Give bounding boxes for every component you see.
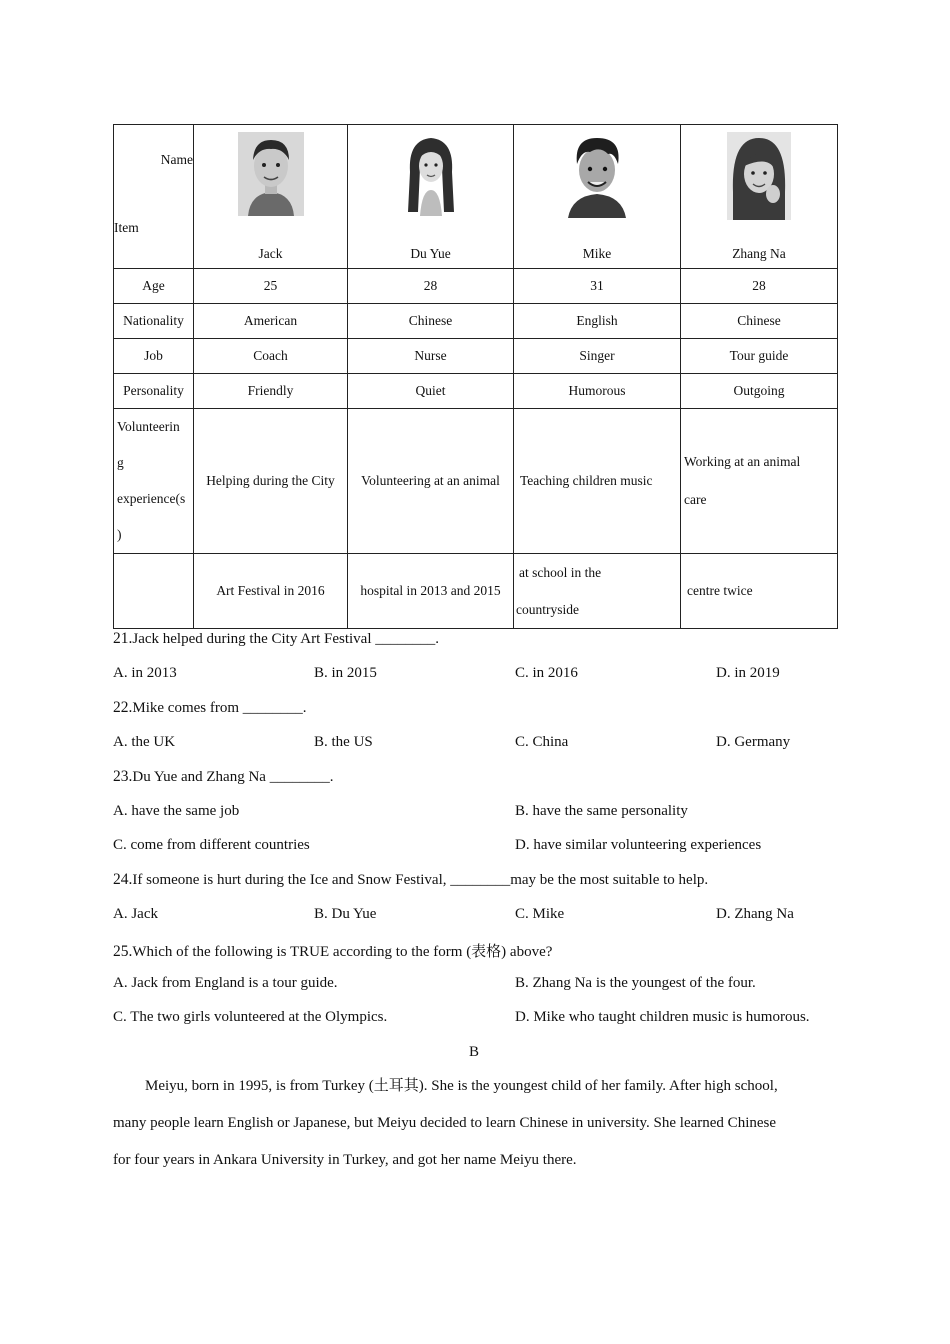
option-c[interactable]: C. The two girls volunteered at the Olympics.: [113, 1009, 388, 1025]
label-line: g: [117, 455, 124, 470]
question-number: 21.: [113, 630, 133, 647]
row-volunteering: [114, 409, 838, 554]
cell-value: Chinese: [348, 304, 514, 339]
boy-portrait-icon: [238, 132, 304, 216]
option-a[interactable]: A. the UK: [113, 734, 176, 750]
row-age: [114, 269, 838, 304]
question-number: 24.: [113, 871, 133, 888]
cell-line: Working at an animal: [684, 454, 801, 469]
row-nationality: [114, 304, 838, 339]
cell-line: at school in the: [519, 565, 602, 580]
question-stem: Which of the following is TRUE according to the form (表格) above?: [132, 944, 553, 960]
row-label: Personality: [114, 374, 194, 409]
cell-value: 31: [514, 269, 681, 304]
cell-value: American: [194, 304, 348, 339]
question-23: [113, 768, 333, 786]
cell-value: hospital in 2013 and 2015: [348, 554, 514, 629]
option-b[interactable]: B. Du Yue: [314, 906, 377, 922]
info-table: [113, 124, 838, 629]
cell-line: countryside: [516, 602, 579, 617]
option-a[interactable]: A. in 2013: [113, 665, 177, 681]
option-b[interactable]: B. the US: [314, 734, 373, 750]
man-portrait-icon: [564, 132, 630, 218]
option-c[interactable]: C. China: [515, 734, 569, 750]
person-name-mike: Mike: [582, 245, 612, 261]
cell-value: Art Festival in 2016: [194, 554, 348, 629]
person-cell-zhang-na: [681, 125, 838, 269]
cell-value: Outgoing: [681, 374, 838, 409]
option-c[interactable]: C. come from different countries: [113, 837, 310, 853]
question-25: [113, 940, 552, 961]
section-b-heading: B: [469, 1044, 480, 1060]
cell-value: 25: [194, 269, 348, 304]
question-number: 23.: [113, 768, 133, 785]
cell-value: Humorous: [514, 374, 681, 409]
option-a[interactable]: A. have the same job: [113, 803, 240, 819]
cell-value: 28: [348, 269, 514, 304]
person-name-zhang-na: Zhang Na: [732, 245, 786, 261]
question-stem: Mike comes from ________.: [132, 700, 307, 716]
cell-value-mike-volunteer: [514, 554, 681, 629]
question-number: 22.: [113, 699, 133, 716]
cell-value: Volunteering at an animal: [348, 409, 514, 554]
person-cell-jack: [194, 125, 348, 269]
header-name-label: Name: [160, 152, 193, 167]
option-d[interactable]: D. Germany: [716, 734, 791, 750]
label-line: Volunteerin: [117, 419, 180, 434]
cell-value-zhang-volunteer: [681, 409, 838, 554]
question-24: [113, 871, 708, 889]
option-a[interactable]: A. Jack: [113, 906, 158, 922]
cell-value: Tour guide: [681, 339, 838, 374]
cell-value: Friendly: [194, 374, 348, 409]
cell-value: Coach: [194, 339, 348, 374]
option-c[interactable]: C. in 2016: [515, 665, 578, 681]
passage-paragraph: [113, 1068, 833, 1179]
row-volunteering-continued: [114, 554, 838, 629]
person-cell-mike: [514, 125, 681, 269]
header-item-label: Item: [114, 220, 139, 235]
header-row: [114, 125, 838, 269]
cell-value: Chinese: [681, 304, 838, 339]
cell-value: Nurse: [348, 339, 514, 374]
header-corner-cell: [114, 125, 194, 269]
option-d[interactable]: D. in 2019: [716, 665, 780, 681]
person-cell-du-yue: [348, 125, 514, 269]
passage-line: Meiyu, born in 1995, is from Turkey (土耳其). She is the youngest child of her family. After high school,: [145, 1078, 778, 1094]
passage-line: for four years in Ankara University in Turkey, and got her name Meiyu there.: [113, 1152, 577, 1168]
row-personality: [114, 374, 838, 409]
question-number: 25.: [113, 943, 133, 960]
question-stem: Du Yue and Zhang Na ________.: [132, 769, 334, 785]
person-name-du-yue: Du Yue: [410, 245, 451, 261]
passage-line: many people learn English or Japanese, but Meiyu decided to learn Chinese in university. She learned Chinese: [113, 1115, 777, 1131]
label-line: experience(s: [117, 491, 186, 506]
row-label-volunteering: [114, 409, 194, 554]
option-b[interactable]: B. have the same personality: [515, 803, 688, 819]
woman-portrait-icon: [727, 132, 791, 220]
row-label: Age: [114, 269, 194, 304]
cell-value: centre twice: [681, 554, 838, 629]
empty-label-cell: [114, 554, 194, 629]
option-b[interactable]: B. Zhang Na is the youngest of the four.: [515, 975, 756, 991]
question-stem: Jack helped during the City Art Festival ________.: [132, 631, 440, 647]
cell-value: Teaching children music: [514, 409, 681, 554]
cell-line: care: [684, 492, 707, 507]
label-line: ): [117, 527, 122, 542]
question-21: [113, 630, 439, 648]
person-name-jack: Jack: [258, 245, 283, 261]
girl-portrait-icon: [400, 132, 462, 216]
question-stem: If someone is hurt during the Ice and Snow Festival, ________may be the most suitable to help.: [132, 872, 709, 888]
option-b[interactable]: B. in 2015: [314, 665, 377, 681]
question-22: [113, 699, 307, 717]
option-d[interactable]: D. Mike who taught children music is humorous.: [515, 1009, 810, 1025]
option-a[interactable]: A. Jack from England is a tour guide.: [113, 975, 338, 991]
cell-value: Helping during the City: [194, 409, 348, 554]
option-d[interactable]: D. have similar volunteering experiences: [515, 837, 762, 853]
option-d[interactable]: D. Zhang Na: [716, 906, 794, 922]
option-c[interactable]: C. Mike: [515, 906, 565, 922]
cell-value: Singer: [514, 339, 681, 374]
row-label: Job: [114, 339, 194, 374]
cell-value: 28: [681, 269, 838, 304]
row-job: [114, 339, 838, 374]
cell-value: English: [514, 304, 681, 339]
cell-value: Quiet: [348, 374, 514, 409]
row-label: Nationality: [114, 304, 194, 339]
